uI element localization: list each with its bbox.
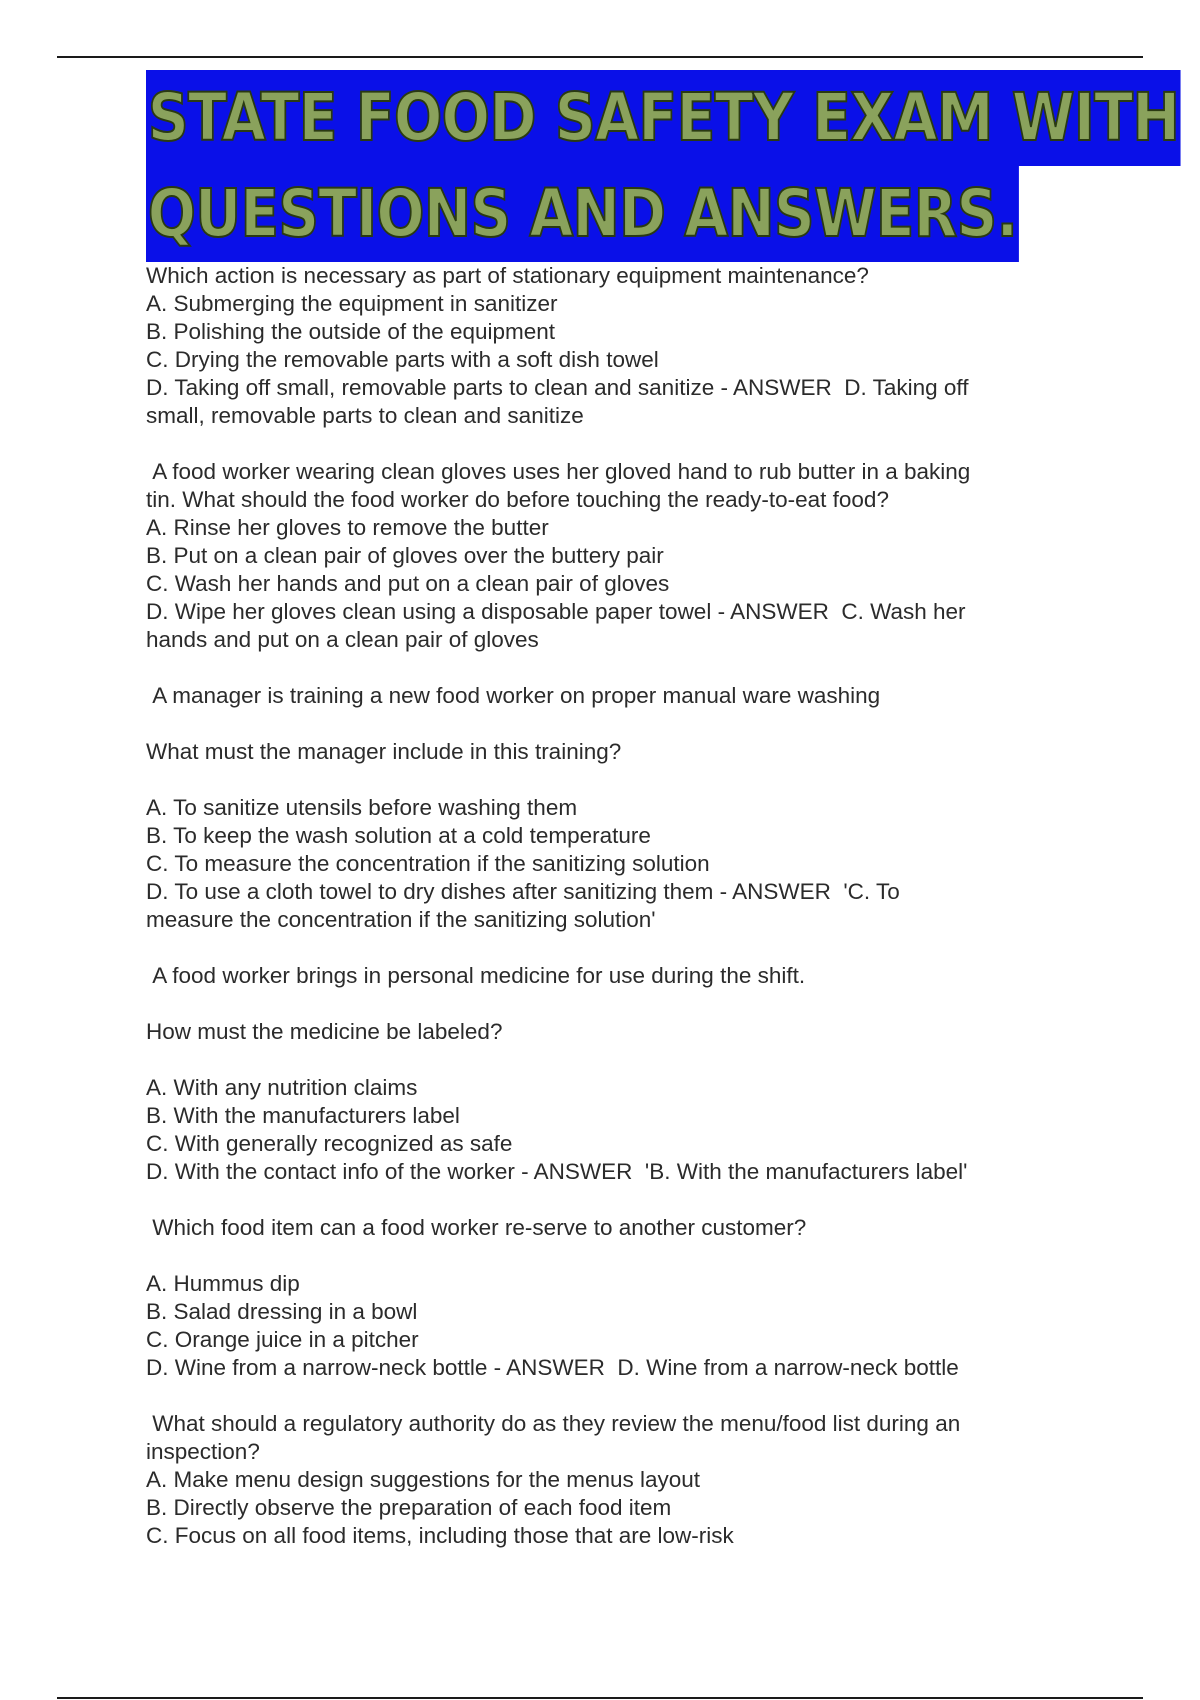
text-line: inspection? [146, 1439, 260, 1464]
question-block [146, 1074, 1046, 1186]
text-line: Which food item can a food worker re-serve to another customer? [146, 1215, 807, 1240]
text-line: measure the concentration if the sanitizing solution' [146, 907, 656, 932]
paragraph-gap [146, 654, 1046, 682]
text-line: C. Drying the removable parts with a soft dish towel [146, 347, 659, 372]
document-body [146, 262, 1046, 1550]
text-line: C. Orange juice in a pitcher [146, 1327, 419, 1352]
text-line: D. To use a cloth towel to dry dishes after sanitizing them - ANSWER 'C. To [146, 879, 900, 904]
text-line: A. Submerging the equipment in sanitizer [146, 291, 558, 316]
text-line: D. Taking off small, removable parts to clean and sanitize - ANSWER D. Taking off [146, 375, 969, 400]
title-line-2: QUESTIONS AND ANSWERS. [146, 166, 1019, 262]
text-line: How must the medicine be labeled? [146, 1019, 503, 1044]
text-line: hands and put on a clean pair of gloves [146, 627, 539, 652]
question-block [146, 458, 1046, 654]
question-block [146, 1410, 1046, 1550]
question-block [146, 738, 1046, 766]
text-line: A. With any nutrition claims [146, 1075, 418, 1100]
paragraph-gap [146, 766, 1046, 794]
paragraph-gap [146, 710, 1046, 738]
paragraph-gap [146, 1382, 1046, 1410]
bottom-rule [57, 1697, 1143, 1699]
text-line: C. Focus on all food items, including those that are low-risk [146, 1523, 734, 1548]
question-block [146, 962, 1046, 990]
text-line: B. To keep the wash solution at a cold temperature [146, 823, 651, 848]
question-block [146, 1214, 1046, 1242]
text-line: B. Polishing the outside of the equipment [146, 319, 556, 344]
question-block [146, 1270, 1046, 1382]
text-line: D. Wipe her gloves clean using a disposable paper towel - ANSWER C. Wash her [146, 599, 966, 624]
paragraph-gap [146, 1186, 1046, 1214]
question-block [146, 1018, 1046, 1046]
question-block [146, 262, 1046, 430]
top-rule [57, 56, 1143, 58]
paragraph-gap [146, 1242, 1046, 1270]
text-line: A manager is training a new food worker on proper manual ware washing [146, 683, 881, 708]
text-line: B. Directly observe the preparation of each food item [146, 1495, 672, 1520]
text-line: What must the manager include in this training? [146, 739, 622, 764]
text-line: D. With the contact info of the worker - ANSWER 'B. With the manufacturers label' [146, 1159, 968, 1184]
text-line: small, removable parts to clean and sanitize [146, 403, 584, 428]
text-line: A. Make menu design suggestions for the menus layout [146, 1467, 701, 1492]
text-line: Which action is necessary as part of stationary equipment maintenance? [146, 263, 869, 288]
document-title [146, 70, 1180, 262]
text-line: D. Wine from a narrow-neck bottle - ANSWER D. Wine from a narrow-neck bottle [146, 1355, 959, 1380]
paragraph-gap [146, 990, 1046, 1018]
text-line: What should a regulatory authority do as they review the menu/food list during an [146, 1411, 961, 1436]
text-line: C. Wash her hands and put on a clean pair of gloves [146, 571, 670, 596]
text-line: A. Hummus dip [146, 1271, 300, 1296]
text-line: A food worker wearing clean gloves uses her gloved hand to rub butter in a baking [146, 459, 971, 484]
text-line: tin. What should the food worker do before touching the ready-to-eat food? [146, 487, 889, 512]
text-line: C. With generally recognized as safe [146, 1131, 513, 1156]
text-line: A. Rinse her gloves to remove the butter [146, 515, 549, 540]
question-block [146, 794, 1046, 934]
text-line: B. Salad dressing in a bowl [146, 1299, 418, 1324]
text-line: B. With the manufacturers label [146, 1103, 460, 1128]
paragraph-gap [146, 1046, 1046, 1074]
text-line: A. To sanitize utensils before washing them [146, 795, 578, 820]
question-block [146, 682, 1046, 710]
title-line-1: STATE FOOD SAFETY EXAM WITH [146, 70, 1181, 166]
paragraph-gap [146, 430, 1046, 458]
paragraph-gap [146, 934, 1046, 962]
text-line: C. To measure the concentration if the sanitizing solution [146, 851, 710, 876]
text-line: A food worker brings in personal medicine for use during the shift. [146, 963, 806, 988]
text-line: B. Put on a clean pair of gloves over the buttery pair [146, 543, 664, 568]
